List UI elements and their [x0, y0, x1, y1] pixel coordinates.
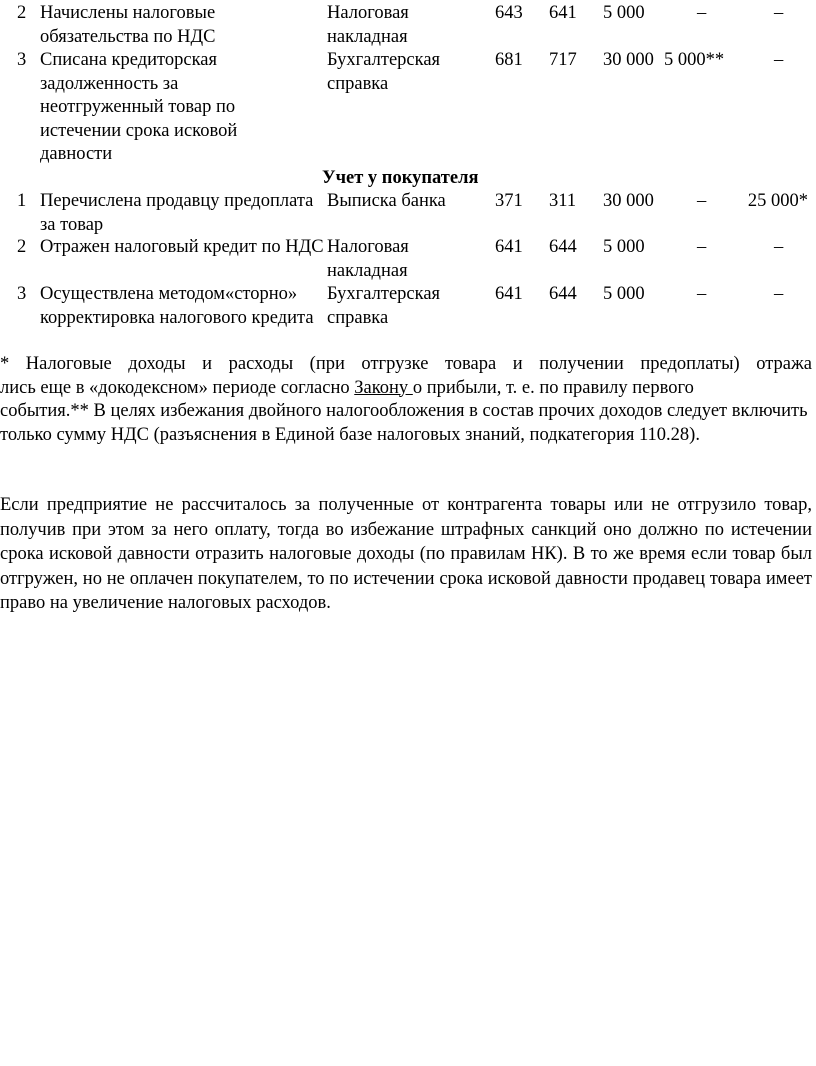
- tax-income-value: –: [697, 191, 707, 211]
- tax-income-value: 5 000**: [664, 50, 725, 70]
- footnote-text: о прибыли, т. е. по правилу первого: [412, 377, 694, 398]
- operation-description: Осуществлена методом«сторно» корректировка налогового кредита: [40, 284, 314, 328]
- debit-account: 371: [495, 191, 523, 211]
- tax-income-value: –: [697, 284, 707, 304]
- debit-account: 641: [495, 284, 523, 304]
- body-paragraph: Если предприятие не рассчиталось за полученные от контрагента товары или не отгрузило товар, получив при этом за него оплату, тогда во избежание штрафных санкций оно должно по истечении срока исковой давности отразить налоговые доходы (по правилам НК). В то же время если товар был отгружен, но не оплачен покупателем, то по истечении срока исковой давности продавец товара имеет право на увеличение налоговых расходов.: [0, 495, 812, 613]
- row-number: 2: [17, 3, 27, 23]
- debit-account: 643: [495, 3, 523, 23]
- amount: 30 000: [603, 50, 654, 70]
- footnote: [0, 353, 812, 447]
- tax-income-value: –: [697, 237, 707, 257]
- tax-expense-value: –: [774, 284, 784, 304]
- footnote-text: лись еще в «докодексном» периоде согласно: [0, 377, 355, 398]
- row-number: 2: [17, 237, 27, 257]
- tax-income-value: –: [697, 3, 707, 23]
- row-number: 3: [17, 50, 27, 70]
- credit-account: 311: [549, 191, 577, 211]
- footnote-line: [0, 377, 812, 401]
- amount: 5 000: [603, 237, 645, 257]
- document-name: Бухгалтерская справка: [327, 284, 441, 328]
- amount: 30 000: [603, 191, 654, 211]
- debit-account: 681: [495, 50, 523, 70]
- section-title: Учет у покупателя: [322, 168, 479, 188]
- law-link[interactable]: Закону: [354, 377, 413, 398]
- operation-description: Списана кредиторская задолженность за неотгруженный товар по истечении срока исковой давности: [40, 50, 238, 164]
- document-name: Бухгалтерская справка: [327, 50, 441, 94]
- operation-description: Начислены налоговые обязательства по НДС: [40, 3, 216, 47]
- operation-description: Отражен налоговый кредит по НДС: [40, 237, 324, 257]
- credit-account: 644: [549, 284, 577, 304]
- tax-expense-value: –: [774, 3, 784, 23]
- footnote-text: события.** В целях избежания двойного налогообложения в состав прочих доходов следует включить только сумму НДС (разъяснения в Единой базе налоговых знаний, подкатегория 110.28).: [0, 401, 808, 445]
- footnote-line: * Налоговые доходы и расходы (при отгрузке товара и получении предоплаты) отража: [0, 354, 812, 374]
- tax-expense-value: –: [774, 50, 784, 70]
- row-number: 1: [17, 191, 27, 211]
- row-number: 3: [17, 284, 27, 304]
- amount: 5 000: [603, 284, 645, 304]
- credit-account: 644: [549, 237, 577, 257]
- document-name: Выписка банка: [327, 191, 446, 211]
- document-name: Налоговая накладная: [327, 3, 409, 47]
- credit-account: 641: [549, 3, 577, 23]
- tax-expense-value: –: [774, 237, 784, 257]
- amount: 5 000: [603, 3, 645, 23]
- operation-description: Перечислена продавцу предоплата за товар: [40, 191, 314, 235]
- credit-account: 717: [549, 50, 577, 70]
- document-name: Налоговая накладная: [327, 237, 409, 281]
- tax-expense-value: 25 000*: [747, 191, 808, 211]
- debit-account: 641: [495, 237, 523, 257]
